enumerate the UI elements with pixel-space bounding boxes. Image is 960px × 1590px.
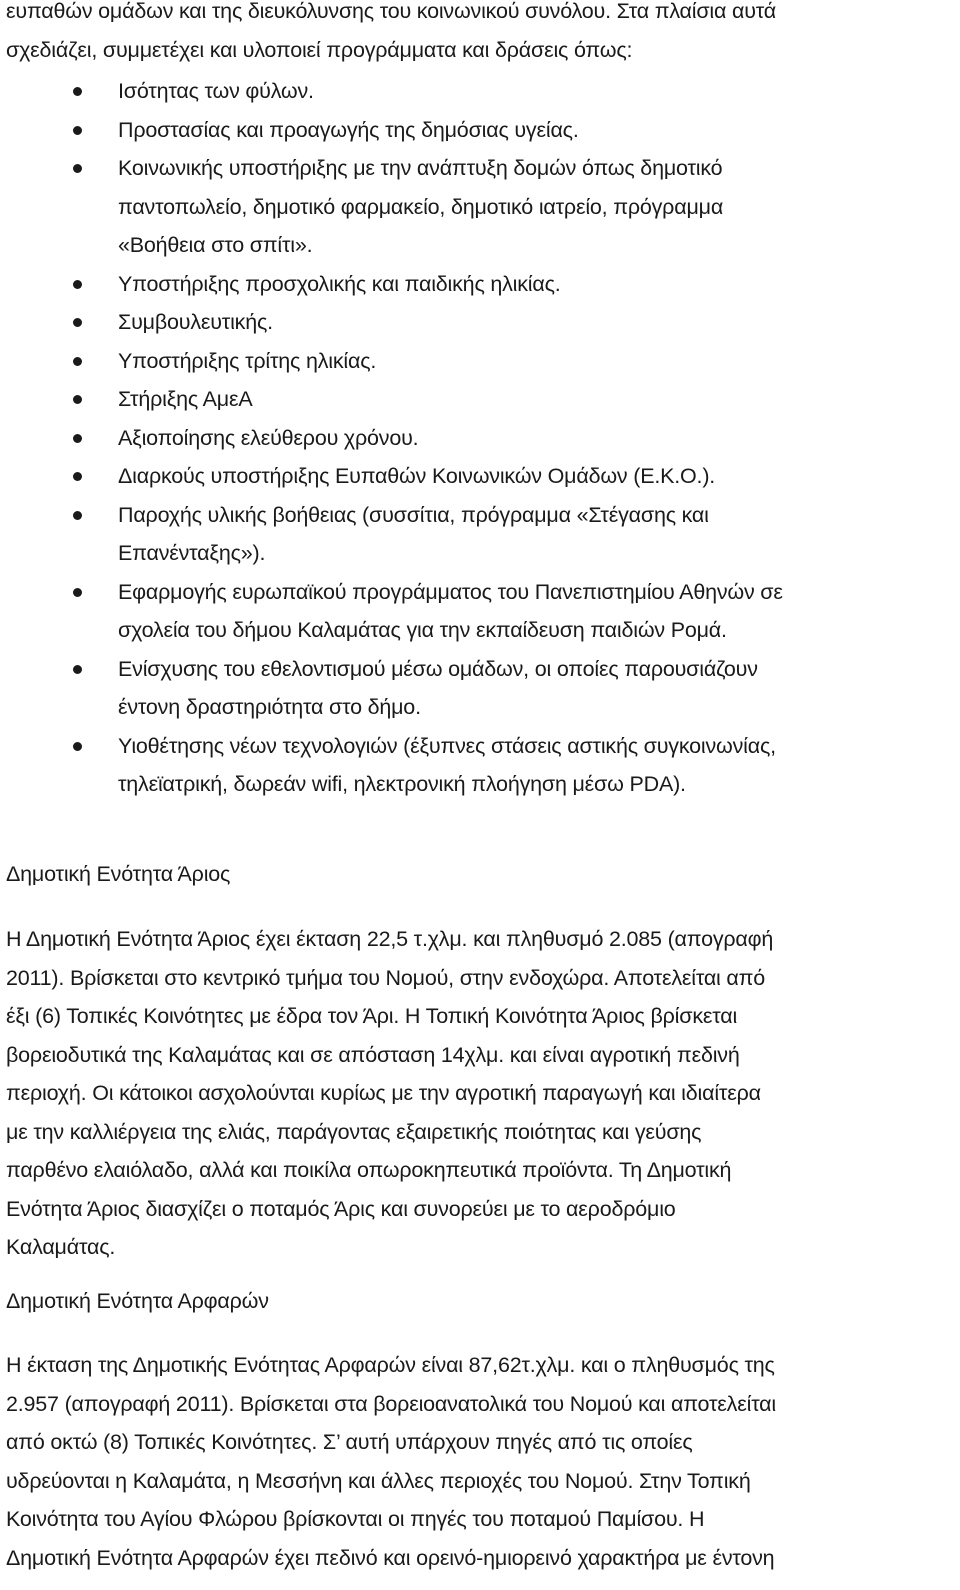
intro-line: σχεδιάζει, συμμετέχει και υλοποιεί προγράμματα και δράσεις όπως: [6,37,633,62]
list-item: Υποστήριξης τρίτης ηλικίας. [0,342,940,381]
list-item: Υποστήριξης προσχολικής και παιδικής ηλικίας. [0,265,940,304]
section-paragraph-arios [6,920,946,1267]
intro-line: ευπαθών ομάδων και της διευκόλυνσης του κοινωνικού συνόλου. Στα πλαίσια αυτά [6,0,777,23]
paragraph-line: 2011). Βρίσκεται στο κεντρικό τμήμα του Νομού, στην ενδοχώρα. Αποτελείται από [6,965,766,990]
paragraph-line: Κοινότητα του Αγίου Φλώρου βρίσκονται οι πηγές του ποταμού Παμίσου. Η [6,1507,705,1531]
section-paragraph-arfaron [6,1346,946,1577]
bullet-icon [73,164,82,173]
paragraph-line: βορειοδυτικά της Καλαμάτας και σε απόσταση 14χλμ. και είναι αγροτική πεδινή [6,1042,740,1067]
paragraph-line: με την καλλιέργεια της ελιάς, παράγοντας εξαιρετικής ποιότητας και γεύσης [6,1119,702,1144]
list-item: Ενίσχυσης του εθελοντισμού μέσω ομάδων, οι οποίες παρουσιάζουν έντονη δραστηριότητα στο δήμο. [0,650,940,727]
paragraph-line: Η έκταση της Δημοτικής Ενότητας Αρφαρών είναι 87,62τ.χλμ. και ο πληθυσμός της [6,1353,775,1377]
bullet-icon [73,472,82,481]
list-item: Υιοθέτησης νέων τεχνολογιών (έξυπνες στάσεις αστικής συγκοινωνίας, τηλεϊατρική, δωρεάν wifi, ηλεκτρονική πλοήγηση μέσω PDA). [0,727,940,804]
paragraph-line: έξι (6) Τοπικές Κοινότητες με έδρα τον Άρι. Η Τοπική Κοινότητα Άριος βρίσκεται [6,1004,738,1028]
paragraph-line: Καλαμάτας. [6,1235,116,1259]
paragraph-line: 2.957 (απογραφή 2011). Βρίσκεται στα βορειοανατολικά του Νομού και αποτελείται [6,1391,776,1416]
paragraph-line: Ενότητα Άριος διασχίζει ο ποταμός Άρις και συνορεύει με το αεροδρόμιο [6,1196,676,1221]
list-item: Συμβουλευτικής. [0,303,940,342]
section-heading-arfaron: Δημοτική Ενότητα Αρφαρών [6,1289,269,1313]
paragraph-line: Η Δημοτική Ενότητα Άριος έχει έκταση 22,5 τ.χλμ. και πληθυσμό 2.085 (απογραφή [6,927,774,951]
paragraph-line: Δημοτική Ενότητα Αρφαρών έχει πεδινό και ορεινό-ημιορεινό χαρακτήρα με έντονη [6,1545,775,1570]
list-item: Αξιοποίησης ελεύθερου χρόνου. [0,419,940,458]
bullet-icon [73,588,82,597]
list-item: Στήριξης ΑμεΑ [0,380,940,419]
bullet-icon [73,318,82,327]
bullet-icon [73,126,82,135]
list-item: Εφαρμογής ευρωπαϊκού προγράμματος του Πανεπιστημίου Αθηνών σε σχολεία του δήμου Καλαμάτας για την εκπαίδευση παιδιών Ρομά. [0,573,940,650]
bullet-icon [73,357,82,366]
program-list [0,72,940,804]
intro-paragraph [6,0,946,69]
paragraph-line: παρθένο ελαιόλαδο, αλλά και ποικίλα οπωροκηπευτικά προϊόντα. Τη Δημοτική [6,1158,732,1182]
bullet-icon [73,665,82,674]
section-heading-arios: Δημοτική Ενότητα Άριος [6,862,231,886]
bullet-icon [73,511,82,520]
list-item: Ισότητας των φύλων. [0,72,940,111]
list-item: Κοινωνικής υποστήριξης με την ανάπτυξη δομών όπως δημοτικό παντοπωλείο, δημοτικό φαρμακείο, δημοτικό ιατρείο, πρόγραμμα «Βοήθεια στο σπίτι». [0,149,940,265]
list-item: Διαρκούς υποστήριξης Ευπαθών Κοινωνικών Ομάδων (Ε.Κ.Ο.). [0,457,940,496]
bullet-icon [73,395,82,404]
bullet-icon [73,434,82,443]
paragraph-line: περιοχή. Οι κάτοικοι ασχολούνται κυρίως με την αγροτική παραγωγή και ιδιαίτερα [6,1081,761,1105]
bullet-icon [73,742,82,751]
paragraph-line: υδρεύονται η Καλαμάτα, η Μεσσήνη και άλλες περιοχές του Νομού. Στην Τοπική [6,1468,751,1493]
list-item: Παροχής υλικής βοήθειας (συσσίτια, πρόγραμμα «Στέγασης και Επανένταξης»). [0,496,940,573]
bullet-icon [73,280,82,289]
list-item: Προστασίας και προαγωγής της δημόσιας υγείας. [0,111,940,150]
bullet-icon [73,87,82,96]
paragraph-line: από οκτώ (8) Τοπικές Κοινότητες. Σ’ αυτή υπάρχουν πηγές από τις οποίες [6,1430,693,1454]
